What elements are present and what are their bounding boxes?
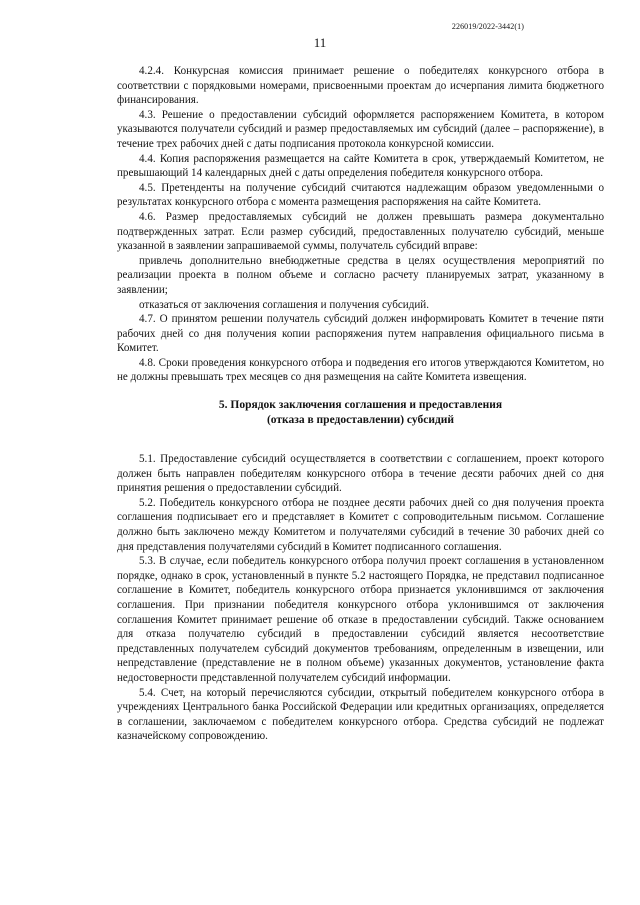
paragraph-4-6-option-2: отказаться от заключения соглашения и получения субсидий. (139, 298, 429, 311)
page-number: 11 (313, 35, 327, 50)
section-5-heading (117, 398, 604, 428)
paragraph-4-6: 4.6. Размер предоставляемых субсидий не должен превышать размера документально подтвержденных затрат. Если размер субсидий, предоставленных получателю субсидий, меньше указанной в заявлении запрашиваемой суммы, получатель субсидий вправе: (117, 210, 604, 253)
document-body (117, 64, 604, 744)
document-id: 226019/2022-3442(1) (451, 22, 524, 31)
paragraph-4-2-4: 4.2.4. Конкурсная комиссия принимает решение о победителях конкурсного отбора в соответствии с порядковыми номерами, присвоенными проектам до исчерпания лимита бюджетного финансирования. (117, 65, 604, 107)
paragraph-5-3: 5.3. В случае, если победитель конкурсного отбора получил проект соглашения в установленном порядке, однако в срок, установленный в пункте 5.2 настоящего Порядка, не представил подписанное соглашение в Комитет, победитель конкурсного отбора признается уклонившимся от заключения соглашения. При признании победителя конкурсного отбора уклонившимся от заключения соглашения Комитет принимает решение об отказе в предоставлении субсидий. Также основанием для отказа получателю субсидий в предоставлении субсидий является несоответствие представленных получателем субсидий документов требованиям, определенным в извещении, или непредставление (представление не в полном объеме) указанных документов, установление факта недостоверности представленной получателем субсидий информации. (117, 555, 604, 684)
section-5-heading-line-1: 5. Порядок заключения соглашения и предоставления (218, 399, 503, 412)
paragraph-4-8: 4.8. Сроки проведения конкурсного отбора и подведения его итогов утверждаются Комитетом, но не должны превышать трех месяцев со дня размещения на сайте Комитета извещения. (117, 356, 604, 384)
heading-spacer (117, 428, 604, 452)
paragraph-4-7: 4.7. О принятом решении получатель субсидий должен информировать Комитет в течение пяти рабочих дней со дня получения копии распоряжения путем направления официального письма в Комитет. (117, 313, 604, 355)
paragraph-4-6-option-1: привлечь дополнительно внебюджетные средства в целях осуществления мероприятий по реализации проекта в полном объеме и согласно расчету планируемых затрат, указанному в заявлении; (117, 254, 604, 296)
section-5-heading-line-2: (отказа в предоставлении) субсидий (266, 414, 455, 427)
paragraph-4-5: 4.5. Претенденты на получение субсидий считаются надлежащим образом уведомленными о результатах конкурсного отбора с момента размещения распоряжения на сайте Комитета. (117, 181, 604, 209)
paragraph-4-3: 4.3. Решение о предоставлении субсидий оформляется распоряжением Комитета, в котором указываются получатели субсидий и размер предоставляемых им субсидий (далее – распоряжение), в течение трех рабочих дней с даты подписания протокола конкурсной комиссии. (117, 108, 604, 150)
paragraph-5-2: 5.2. Победитель конкурсного отбора не позднее десяти рабочих дней со дня получения проекта соглашения подписывает его и представляет в Комитет с сопроводительным письмом. Соглашение должно быть заключено между Комитетом и получателями субсидий в течение 30 рабочих дней со дня представления получателями субсидий в Комитет подписанного соглашения. (117, 496, 604, 553)
paragraph-4-4: 4.4. Копия распоряжения размещается на сайте Комитета в срок, утверждаемый Комитетом, не превышающий 14 календарных дней с даты определения победителя конкурсного отбора. (117, 152, 604, 180)
paragraph-5-1: 5.1. Предоставление субсидий осуществляется в соответствии с соглашением, проект которого должен быть направлен победителям конкурсного отбора в течение десяти рабочих дней со дня принятия решения о предоставлении субсидий. (117, 453, 604, 495)
paragraph-5-4: 5.4. Счет, на который перечисляются субсидии, открытый победителем конкурсного отбора в учреждениях Центрального банка Российской Федерации или кредитных организациях, определяется в соглашении, заключаемом с победителем конкурсного отбора. Средства субсидий не подлежат казначейскому сопровождению. (117, 686, 604, 743)
